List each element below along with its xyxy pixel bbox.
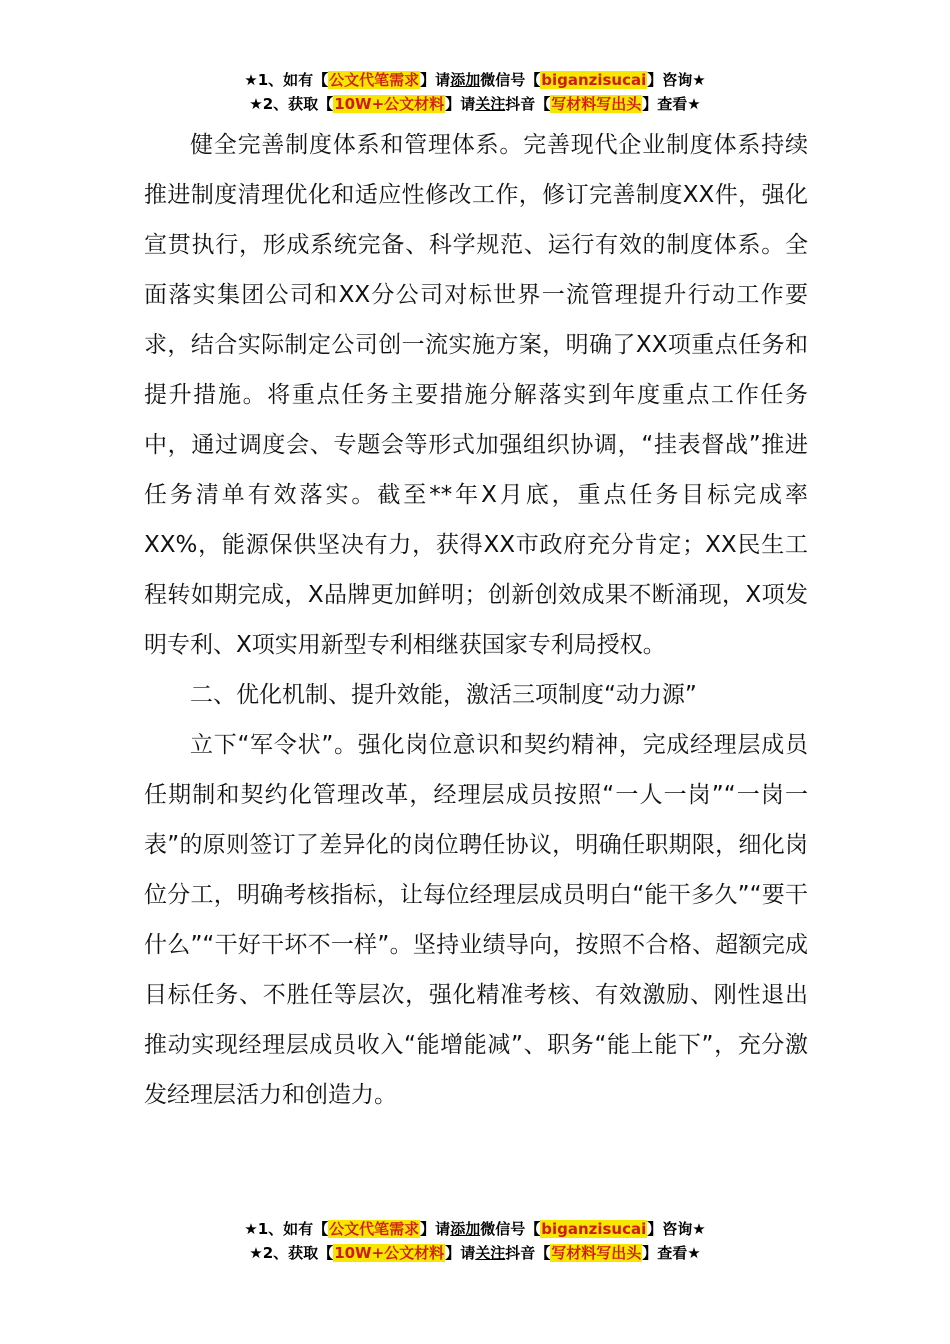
promo-text: ★1、如有【 <box>244 71 329 89</box>
promo-text: 】请 <box>445 95 476 113</box>
document-body <box>144 120 808 1120</box>
promo-text: ★2、获取【 <box>249 1244 334 1262</box>
promo-highlight: 写材料写出头 <box>551 1244 642 1262</box>
promo-highlight: 10W+公文材料 <box>334 95 445 113</box>
promo-text: 】请 <box>445 1244 476 1262</box>
promo-highlight: biganzisucai <box>541 71 647 89</box>
promo-line-2 <box>0 92 950 116</box>
promo-text: 微信号【 <box>480 71 541 89</box>
promo-text: 】查看★ <box>642 95 701 113</box>
promo-highlight: 公文代笔需求 <box>329 71 420 89</box>
promo-text: 微信号【 <box>480 1220 541 1238</box>
promo-highlight: 写材料写出头 <box>551 95 642 113</box>
promo-text: 】咨询★ <box>647 1220 706 1238</box>
paragraph: 健全完善制度体系和管理体系。完善现代企业制度体系持续推进制度清理优化和适应性修改工作，修订完善制度XX件，强化宣贯执行，形成系统完备、科学规范、运行有效的制度体系。全面落实集团公司和XX分公司对标世界一流管理提升行动工作要求，结合实际制定公司创一流实施方案，明确了XX项重点任务和提升措施。将重点任务主要措施分解落实到年度重点工作任务中，通过调度会、专题会等形式加强组织协调，“挂表督战”推进任务清单有效落实。截至**年X月底，重点任务目标完成率XX%，能源保供坚决有力，获得XX市政府充分肯定；XX民生工程转如期完成，X品牌更加鲜明；创新创效成果不断涌现，X项发明专利、X项实用新型专利相继获国家专利局授权。 <box>144 132 808 658</box>
promo-banner-top <box>0 68 950 116</box>
promo-line-1 <box>0 1217 950 1241</box>
promo-text: 抖音【 <box>505 1244 551 1262</box>
promo-line-1 <box>0 68 950 92</box>
promo-banner-bottom <box>0 1217 950 1265</box>
paragraph: 立下“军令状”。强化岗位意识和契约精神，完成经理层成员任期制和契约化管理改革，经理层成员按照“一人一岗”“一岗一表”的原则签订了差异化的岗位聘任协议，明确任职期限，细化岗位分工，明确考核指标，让每位经理层成员明白“能干多久”“要干什么”“干好干坏不一样”。坚持业绩导向，按照不合格、超额完成目标任务、不胜任等层次，强化精准考核、有效激励、刚性退出推动实现经理层成员收入“能增能减”、职务“能上能下”，充分激发经理层活力和创造力。 <box>144 732 808 1108</box>
promo-text: 】查看★ <box>642 1244 701 1262</box>
section-heading: 二、优化机制、提升效能，激活三项制度“动力源” <box>190 682 697 708</box>
promo-line-2 <box>0 1241 950 1265</box>
promo-text: 抖音【 <box>505 95 551 113</box>
promo-underlined: 关注 <box>475 95 506 113</box>
promo-text: ★2、获取【 <box>249 95 334 113</box>
promo-highlight: 公文代笔需求 <box>329 1220 420 1238</box>
promo-text: 】请 <box>420 71 451 89</box>
promo-underlined: 添加 <box>450 71 481 89</box>
promo-highlight: 10W+公文材料 <box>334 1244 445 1262</box>
promo-text: ★1、如有【 <box>244 1220 329 1238</box>
promo-text: 】咨询★ <box>647 71 706 89</box>
promo-highlight: biganzisucai <box>541 1220 647 1238</box>
promo-text: 】请 <box>420 1220 451 1238</box>
promo-underlined: 关注 <box>475 1244 506 1262</box>
promo-underlined: 添加 <box>450 1220 481 1238</box>
